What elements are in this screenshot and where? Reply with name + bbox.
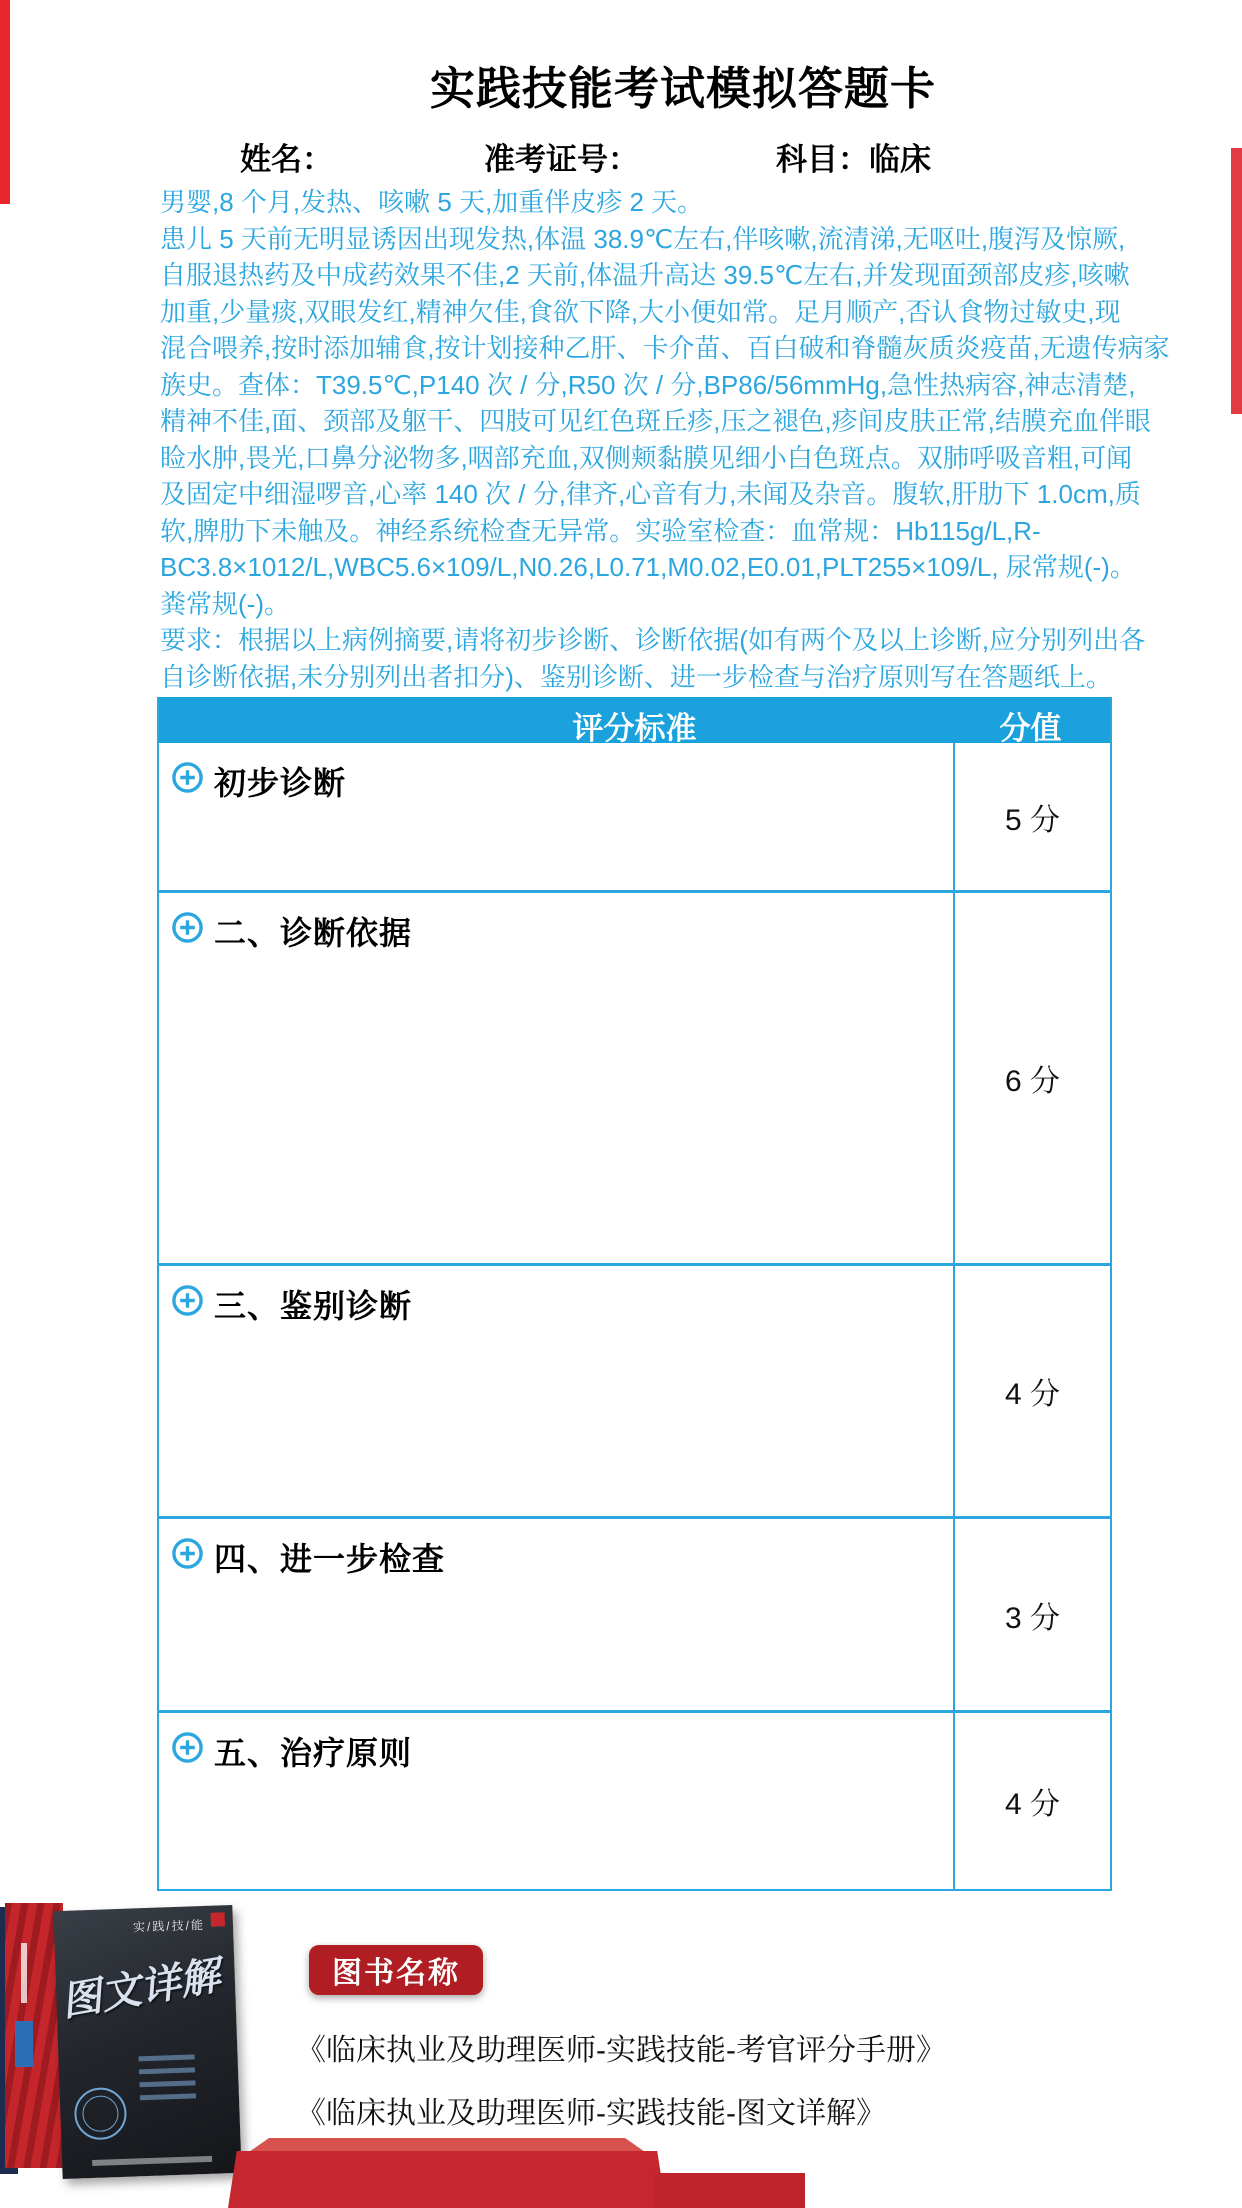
row-label: 五、治疗原则: [214, 1735, 413, 1771]
score-value: 4 分: [1004, 1378, 1061, 1411]
case-line: 及固定中细湿啰音,心率 140 次 / 分,律齐,心音有力,未闻及杂音。腹软,肝肋下 1.0cm,质: [160, 479, 1141, 509]
score-value: 4 分: [1004, 1788, 1061, 1821]
row-label: 初步诊断: [214, 765, 347, 801]
score-table-header: [159, 697, 1110, 746]
table-row: [159, 890, 1110, 1263]
scroll-indicator[interactable]: [1231, 148, 1242, 414]
pedestal-front: [228, 2151, 666, 2208]
criteria-cell: [159, 1266, 953, 1516]
cover-series-label: 实/践/技/能: [132, 1917, 206, 1935]
case-line: BC3.8×1012/L,WBC5.6×109/L,N0.26,L0.71,M0.02,E0.01,PLT255×109/L, 尿常规(-)。: [160, 552, 1136, 582]
case-line: 加重,少量痰,双眼发红,精神欠佳,食欲下降,大小便如常。足月顺产,否认食物过敏史,现: [160, 296, 1121, 327]
book-name-badge: 图书名称: [309, 1945, 483, 1995]
criteria-cell: [159, 743, 953, 890]
page-title: 实践技能考试模拟答题卡: [430, 63, 937, 114]
book-cover-main: [53, 1905, 241, 2179]
case-line: 睑水肿,畏光,口鼻分泌物多,咽部充血,双侧颊黏膜见细小白色斑点。双肺呼吸音粗,可闻: [160, 442, 1133, 473]
cover-text-decor: [138, 2054, 196, 2100]
case-line: 软,脾肋下未触及。神经系统检查无异常。实验室检查：血常规：Hb115g/L,R-: [160, 515, 1041, 546]
score-value: 3 分: [1004, 1601, 1061, 1635]
expand-plus-icon[interactable]: [171, 1537, 204, 1570]
book-title-1: 《临床执业及助理医师-实践技能-考官评分手册》: [296, 2034, 946, 2067]
score-value: 5 分: [1004, 803, 1061, 837]
expand-plus-icon[interactable]: [171, 761, 204, 794]
ticket-field-label: 准考证号：: [484, 142, 639, 177]
criteria-cell: [159, 1519, 953, 1710]
score-cell: [953, 893, 1110, 1263]
score-value: 6 分: [1004, 1065, 1061, 1098]
score-table: [157, 697, 1112, 1891]
cover-stamp-icon: [74, 2087, 128, 2141]
cover-seal-icon: [211, 1912, 225, 1926]
table-row: [159, 1516, 1110, 1710]
book-red-decor-bar: [21, 1943, 27, 2003]
case-line: 男婴,8 个月,发热、咳嗽 5 天,加重伴皮疹 2 天。: [160, 187, 704, 217]
cover-title: 图文详解: [57, 1952, 224, 2025]
case-line: 族史。查体：T39.5℃,P140 次 / 分,R50 次 / 分,BP86/56mmHg,急性热病容,神志清楚,: [160, 369, 1136, 400]
book-title-2: 《临床执业及助理医师-实践技能-图文详解》: [296, 2097, 886, 2130]
left-edge-stripe: [0, 0, 10, 204]
score-cell: [953, 1266, 1110, 1516]
row-label: 三、鉴别诊断: [214, 1288, 413, 1324]
case-line: 精神不佳,面、颈部及躯干、四肢可见红色斑丘疹,压之褪色,疹间皮肤正常,结膜充血伴眼: [160, 406, 1151, 436]
name-field-label: 姓名：: [240, 142, 333, 177]
score-cell: [953, 743, 1110, 890]
score-cell: [953, 1713, 1110, 1889]
row-label: 四、进一步检查: [214, 1541, 446, 1577]
expand-plus-icon[interactable]: [171, 911, 204, 944]
case-line: 要求：根据以上病例摘要,请将初步诊断、诊断依据(如有两个及以上诊断,应分别列出各: [160, 625, 1146, 655]
book-red-blue-tag: [15, 2021, 33, 2067]
score-cell: [953, 1519, 1110, 1710]
case-line: 自服退热药及中成药效果不佳,2 天前,体温升高达 39.5℃左右,并发现面颈部皮疹,咳嗽: [160, 260, 1130, 290]
case-line: 混合喂养,按时添加辅食,按计划接种乙肝、卡介苗、百白破和脊髓灰质炎疫苗,无遗传病家: [160, 333, 1170, 363]
case-line: 自诊断依据,未分别列出者扣分)、鉴别诊断、进一步检查与治疗原则写在答题纸上。: [160, 661, 1112, 692]
table-row: [159, 743, 1110, 890]
criteria-cell: [159, 893, 953, 1263]
criteria-cell: [159, 1713, 953, 1889]
criteria-header-cell: 评分标准: [572, 711, 697, 746]
table-row: [159, 1263, 1110, 1516]
exam-fields-row: [0, 134, 1242, 177]
score-header-cell: 分值: [999, 711, 1062, 746]
case-line: 粪常规(-)。: [160, 588, 290, 619]
pedestal-top: [240, 2138, 654, 2151]
expand-plus-icon[interactable]: [171, 1731, 204, 1764]
pedestal-step: [655, 2173, 805, 2208]
case-summary-text: [160, 184, 1170, 695]
subject-field-label: 科目：临床: [776, 142, 931, 177]
cover-footer-decor: [92, 2156, 212, 2166]
row-label: 二、诊断依据: [214, 915, 413, 951]
case-line: 患儿 5 天前无明显诱因出现发热,体温 38.9℃左右,伴咳嗽,流清涕,无呕吐,腹泻及惊厥,: [160, 223, 1126, 254]
expand-plus-icon[interactable]: [171, 1284, 204, 1317]
table-row: [159, 1710, 1110, 1889]
